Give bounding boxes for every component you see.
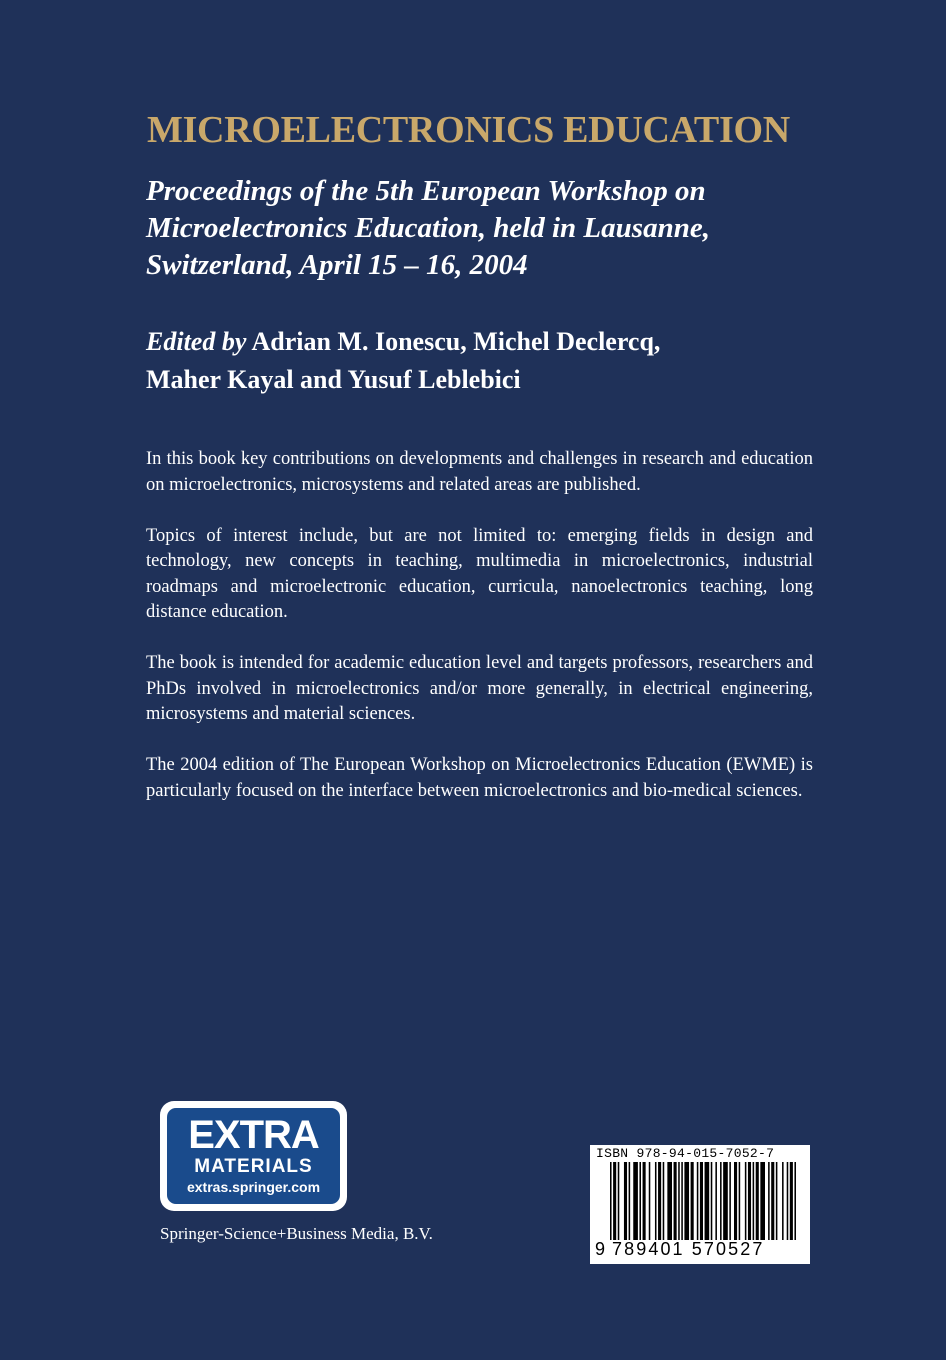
badge-url: extras.springer.com	[186, 1179, 321, 1195]
description-paragraph: The book is intended for academic education level and targets professors, researchers and PhDs involved in microelectronics and/or more generally, in electrical engineering, microsystems and material sciences.	[146, 653, 813, 724]
badge-materials-text: MATERIALS	[194, 1156, 313, 1177]
barcode-icon	[610, 1162, 798, 1240]
editors-line-1: Adrian M. Ionescu, Michel Declercq,	[251, 327, 661, 356]
edited-by-label: Edited by	[146, 327, 247, 356]
subtitle-line: Proceedings of the 5th European Workshop on	[146, 175, 706, 207]
publisher-name: Springer-Science+Business Media, B.V.	[160, 1224, 433, 1243]
isbn-label: ISBN 978-94-015-7052-7	[596, 1146, 775, 1161]
description-paragraph: The 2004 edition of The European Workshop on Microelectronics Education (EWME) is particularly focused on the interface between microelectronics and bio-medical sciences.	[146, 755, 813, 801]
barcode-first-digit: 9	[595, 1239, 606, 1259]
isbn-barcode	[590, 1145, 810, 1264]
book-subtitle	[146, 173, 826, 284]
description-paragraph: Topics of interest include, but are not limited to: emerging fields in design and technology, new concepts in teaching, multimedia in microelectronics, industrial roadmaps and microelectronic education, curricula, nanoelectronics teaching, long distance education.	[146, 525, 813, 622]
badge-extra-text: EXTRA	[188, 1113, 319, 1157]
extra-materials-badge-inner	[167, 1108, 340, 1204]
extra-materials-badge	[160, 1101, 347, 1211]
description-paragraph: In this book key contributions on developments and challenges in research and education on microelectronics, microsystems and related areas are published.	[146, 449, 813, 495]
subtitle-line: Microelectronics Education, held in Lausanne,	[146, 212, 710, 244]
subtitle-line: Switzerland, April 15 – 16, 2004	[146, 249, 528, 281]
editors-line-2: Maher Kayal and Yusuf Leblebici	[146, 365, 521, 394]
book-title: MICROELECTRONICS EDUCATION	[147, 109, 790, 151]
editors-block	[146, 323, 806, 399]
description	[146, 447, 813, 830]
barcode-digits: 789401 570527	[612, 1239, 765, 1259]
